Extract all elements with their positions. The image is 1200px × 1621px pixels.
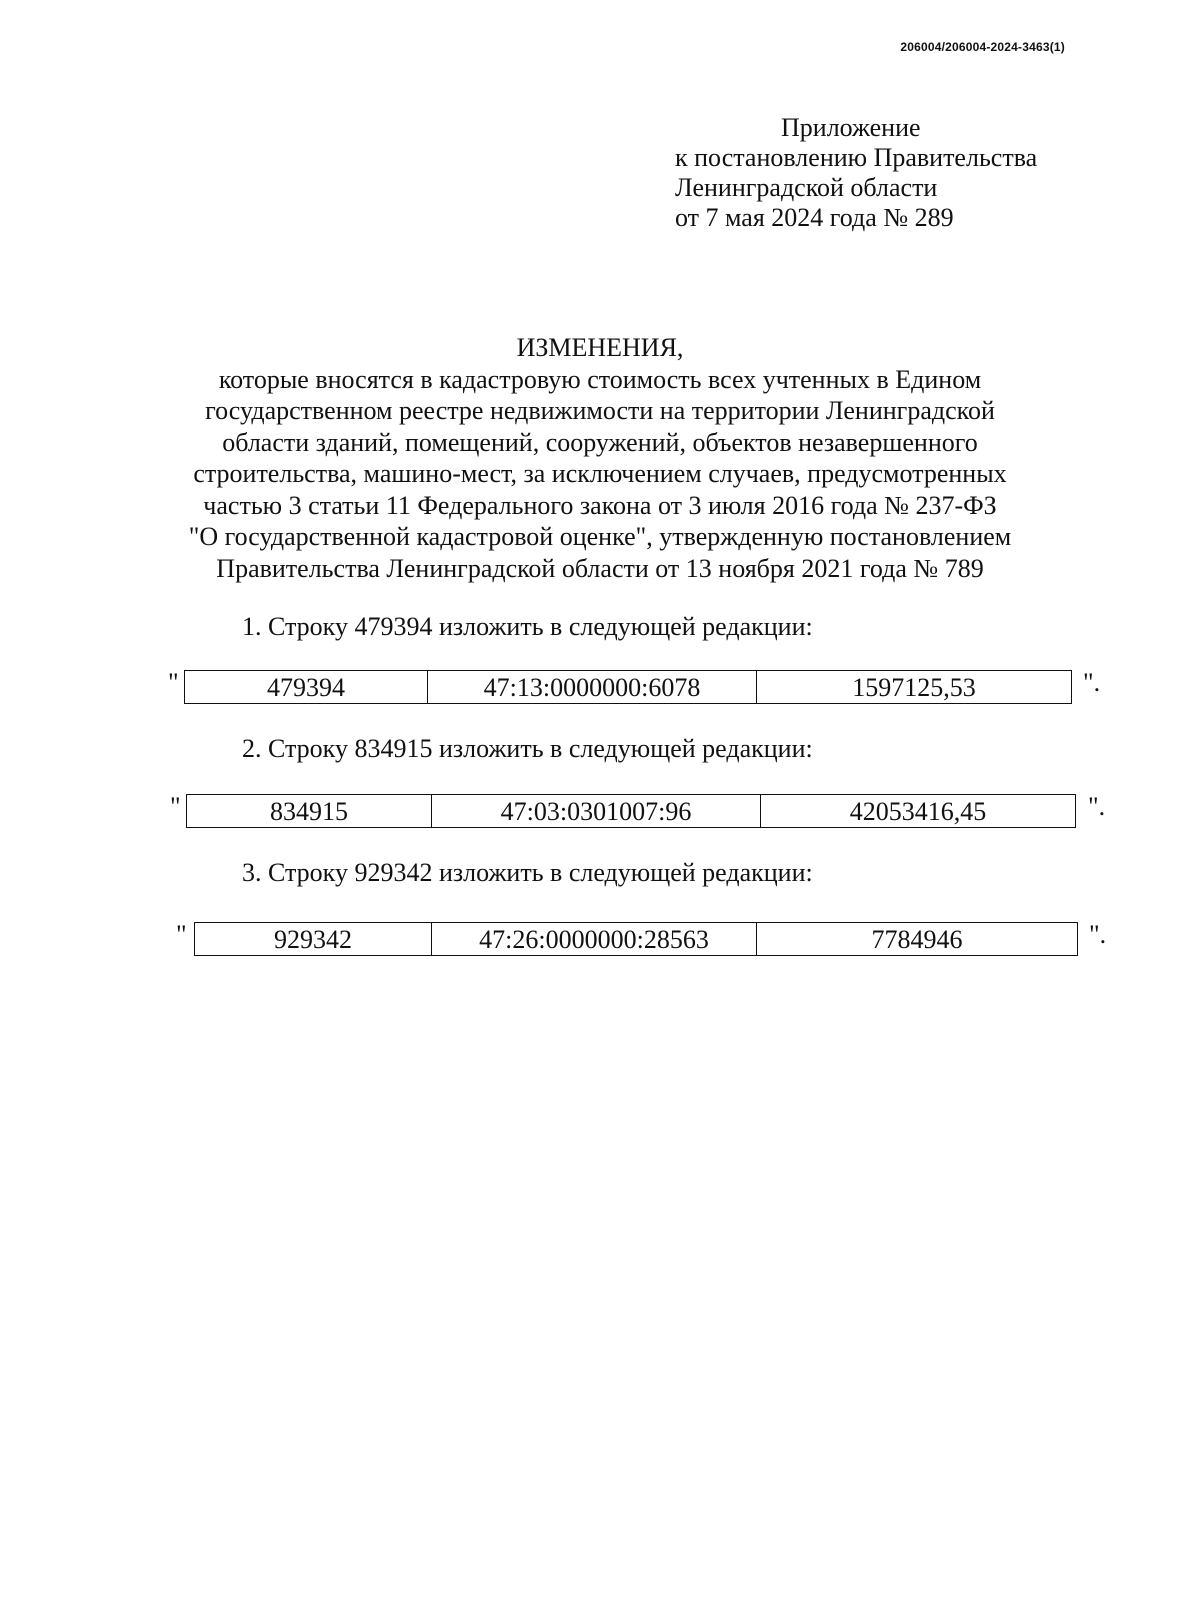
row-number-cell: 929342	[195, 923, 432, 956]
cadastral-number-cell: 47:03:0301007:96	[432, 795, 761, 828]
cadastral-row-2	[0, 794, 1200, 828]
cadastral-value-cell: 42053416,45	[761, 795, 1076, 828]
document-title	[0, 332, 1200, 584]
title-line: Правительства Ленинградской области от 13 ноября 2021 года № 789	[216, 553, 984, 583]
open-quote: "	[170, 792, 181, 821]
close-quote: ".	[1088, 792, 1106, 821]
title-heading: ИЗМЕНЕНИЯ,	[516, 333, 684, 362]
appendix-title: Приложение	[781, 113, 921, 142]
appendix-date-number: от 7 мая 2024 года № 289	[675, 203, 954, 232]
open-quote: "	[168, 668, 179, 697]
title-line: строительства, машино-мест, за исключением случаев, предусмотренных	[193, 459, 1007, 488]
title-line: государственном реестре недвижимости на территории Ленинградской	[205, 396, 995, 425]
open-quote: "	[176, 920, 187, 949]
close-quote: ".	[1089, 920, 1107, 949]
cadastral-number-cell: 47:13:0000000:6078	[428, 671, 757, 704]
row-table	[186, 794, 1076, 828]
title-line: области зданий, помещений, сооружений, объектов незавершенного	[222, 427, 978, 457]
appendix-line: к постановлению Правительства	[675, 143, 1038, 172]
title-line: которые вносятся в кадастровую стоимость всех учтенных в Едином	[218, 364, 982, 394]
row-number-cell: 479394	[185, 671, 428, 704]
title-line: частью 3 статьи 11 Федерального закона от 3 июля 2016 года № 237-ФЗ	[203, 490, 997, 520]
row-table	[184, 670, 1072, 704]
appendix-line: Ленинградской области	[675, 173, 938, 202]
cadastral-value-cell: 7784946	[757, 923, 1078, 956]
instruction-1: 1. Строку 479394 изложить в следующей редакции:	[242, 612, 813, 641]
appendix-header	[675, 113, 1037, 233]
row-number-cell: 834915	[187, 795, 432, 828]
cadastral-value-cell: 1597125,53	[757, 671, 1072, 704]
close-quote: ".	[1083, 668, 1101, 697]
title-line: "О государственной кадастровой оценке", утвержденную постановлением	[188, 522, 1012, 551]
cadastral-row-3	[0, 922, 1200, 956]
row-table	[194, 922, 1078, 956]
cadastral-number-cell: 47:26:0000000:28563	[432, 923, 757, 956]
instruction-2: 2. Строку 834915 изложить в следующей редакции:	[242, 734, 813, 763]
instruction-3: 3. Строку 929342 изложить в следующей редакции:	[242, 858, 813, 887]
cadastral-row-1	[0, 670, 1200, 704]
document-id: 206004/206004-2024-3463(1)	[900, 40, 1065, 54]
